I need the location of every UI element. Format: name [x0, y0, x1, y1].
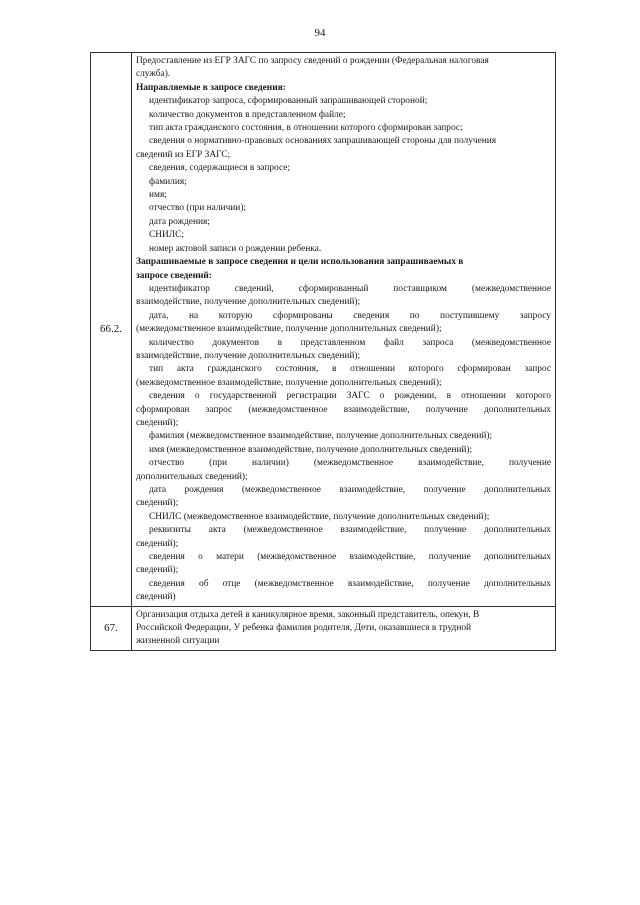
text-line: СНИЛС (межведомственное взаимодействие, получение дополнительных сведений); — [149, 511, 490, 522]
text-line: дата, на которую сформированы сведения по поступившему запросу — [149, 310, 551, 321]
text-line: сведений); — [136, 417, 179, 428]
text-line: дата рождения (межведомственное взаимодействие, получение дополнительных — [149, 485, 551, 495]
text-line: дата рождения; — [149, 216, 210, 227]
row-content — [132, 53, 556, 607]
section-heading-line: Запрашиваемые в запросе сведения и цели использования запрашиваемых в — [136, 257, 464, 268]
text-line: сведений); — [136, 565, 179, 576]
text-line: номер актовой записи о рождении ребенка. — [149, 243, 322, 254]
text-line: сведения о матери (межведомственное взаимодействие, получение дополнительных — [149, 552, 551, 563]
section-heading-line: Направляемые в запросе сведения: — [136, 82, 286, 93]
text-line: сведений) — [136, 592, 176, 603]
text-line: Организация отдыха детей в каникулярное время, законный представитель, опекун, В — [136, 609, 480, 620]
text-line: взаимодействие, получение дополнительных сведений); — [136, 350, 361, 361]
text-line: идентификатор сведений, сформированный поставщиком (межведомственное — [149, 283, 551, 294]
text-line: СНИЛС; — [149, 230, 185, 241]
section-heading-line: запросе сведений: — [136, 270, 212, 281]
text-line: тип акта гражданского состояния, в отношении которого сформирован запрос — [149, 364, 551, 375]
text-line: служба). — [136, 69, 171, 80]
text-line: имя; — [149, 190, 167, 201]
text-line: отчество (при наличии); — [149, 203, 247, 214]
row-number: 66.2. — [91, 53, 132, 607]
text-line: жизненной ситуации — [136, 636, 220, 647]
text-line: сведения о государственной регистрации ЗАГС о рождении, в отношении которого — [149, 391, 551, 402]
text-line: сведения о нормативно-правовых основаниях запрашивающей стороны для получения — [149, 136, 497, 147]
row-number: 67. — [91, 606, 132, 650]
text-line: сведения об отце (межведомственное взаимодействие, получение дополнительных — [149, 578, 551, 589]
text-line: сведений); — [136, 498, 179, 509]
table-row — [91, 53, 556, 607]
text-line: Российской Федерации, У ребенка фамилия родителя, Дети, оказавшиеся в трудной — [136, 623, 472, 634]
text-line: тип акта гражданского состояния, в отношении которого сформирован запрос; — [149, 123, 463, 134]
text-line: сведения, содержащиеся в запросе; — [149, 163, 290, 174]
text-line: идентификатор запроса, сформированный запрашивающей стороной; — [149, 96, 428, 107]
text-line: Предоставление из ЕГР ЗАГС по запросу сведений о рождении (Федеральная налоговая — [136, 56, 489, 66]
text-line: количество документов в представленном файл запроса (межведомственное — [149, 337, 551, 348]
table-row — [91, 606, 556, 650]
document-table — [90, 52, 556, 651]
text-line: (межведомственное взаимодействие, получение дополнительных сведений); — [136, 377, 442, 388]
text-line: сведений); — [136, 538, 179, 549]
text-line: (межведомственное взаимодействие, получение дополнительных сведений); — [136, 324, 442, 335]
text-line: взаимодействие, получение дополнительных сведений); — [136, 297, 361, 308]
text-line: сведений из ЕГР ЗАГС; — [136, 149, 231, 160]
text-line: реквизиты акта (межведомственное взаимодействие, получение дополнительных — [149, 525, 551, 536]
text-line: фамилия (межведомственное взаимодействие, получение дополнительных сведений); — [149, 431, 493, 442]
row-content — [132, 606, 556, 650]
text-line: фамилия; — [149, 176, 187, 187]
text-line: сформирован запрос (межведомственное взаимодействие, получение дополнительных — [136, 404, 551, 415]
text-line: дополнительных сведений); — [136, 471, 248, 482]
text-line: количество документов в представленном файле; — [149, 109, 346, 120]
page-number: 94 — [314, 27, 326, 39]
text-line: имя (межведомственное взаимодействие, получение дополнительных сведений); — [149, 444, 473, 455]
text-line: отчество (при наличии) (межведомственное взаимодействие, получение — [149, 458, 551, 469]
